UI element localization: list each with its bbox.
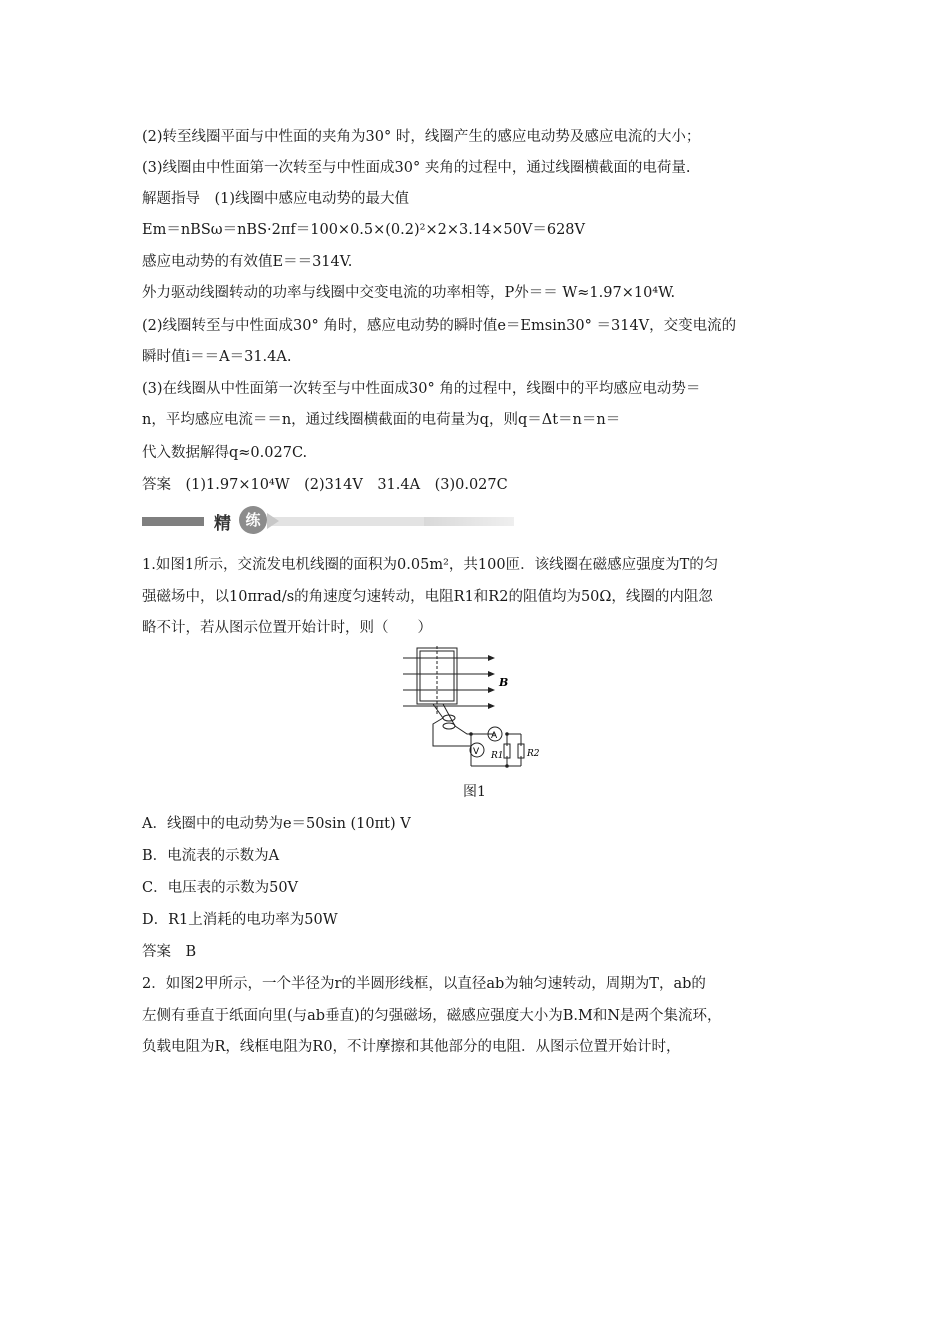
section-badge: 练 bbox=[239, 506, 267, 534]
option-b: B．电流表的示数为A bbox=[142, 848, 280, 864]
option-c: C．电压表的示数为50V bbox=[142, 880, 299, 896]
voltmeter-label: V bbox=[473, 747, 480, 757]
section-divider bbox=[142, 511, 514, 534]
text-line: 解题指导 (1)线圈中感应电动势的最大值 bbox=[142, 191, 410, 207]
option-d: D．R1上消耗的电功率为50W bbox=[142, 912, 338, 928]
resistor-r1 bbox=[504, 744, 510, 758]
text-line: (3)在线圈从中性面第一次转至与中性面成30° 角的过程中，线圈中的平均感应电动势＝ bbox=[142, 381, 701, 397]
question-stem: 1.如图1所示，交流发电机线圈的面积为0.05m²，共100匝．该线圈在磁感应强度为T的匀 bbox=[142, 557, 719, 573]
answer-line: 答案 B bbox=[142, 944, 197, 960]
question-stem: 略不计，若从图示位置开始计时，则（ ） bbox=[142, 620, 432, 636]
text-line: 外力驱动线圈转动的功率与线圈中交变电流的功率相等，P外＝＝ W≈1.97×10⁴W. bbox=[142, 285, 676, 301]
question-stem: 强磁场中，以10πrad/s的角速度匀速转动，电阻R1和R2的阻值均为50Ω，线圈的内阻忽 bbox=[142, 589, 713, 605]
field-label: B bbox=[499, 676, 509, 689]
text-line: 感应电动势的有效值E＝＝314V. bbox=[142, 254, 353, 270]
text-line: 瞬时值i＝＝A＝31.4A. bbox=[142, 349, 292, 365]
slip-ring bbox=[443, 723, 455, 729]
ammeter-label: A bbox=[491, 731, 498, 741]
text-line: n，平均感应电流＝＝n，通过线圈横截面的电荷量为q，则q＝Δt＝n＝n＝ bbox=[142, 412, 621, 428]
figure-caption: 图1 bbox=[463, 784, 486, 800]
text-line: (2)线圈转至与中性面成30° 角时，感应电动势的瞬时值e＝Emsin30° ＝314V，交变电流的 bbox=[142, 318, 737, 334]
text-line: (3)线圈由中性面第一次转至与中性面成30° 夹角的过程中，通过线圈横截面的电荷量. bbox=[142, 160, 691, 176]
generator-circuit-figure bbox=[403, 646, 563, 774]
answer-line: 答案 (1)1.97×10⁴W (2)314V 31.4A (3)0.027C bbox=[142, 477, 508, 493]
text-line: (2)转至线圈平面与中性面的夹角为30° 时，线圈产生的感应电动势及感应电流的大小； bbox=[142, 129, 701, 145]
resistor-r2 bbox=[518, 744, 524, 758]
question-stem: 左侧有垂直于纸面向里(与ab垂直)的匀强磁场，磁感应强度大小为B.M和N是两个集流环， bbox=[142, 1008, 722, 1024]
section-label: 精 bbox=[214, 514, 231, 534]
chevron-right-icon bbox=[267, 513, 279, 529]
question-stem: 2．如图2甲所示，一个半径为r的半圆形线框，以直径ab为轴匀速转动，周期为T，ab的 bbox=[142, 976, 706, 992]
divider-fade-bar bbox=[424, 517, 514, 526]
r2-label: R2 bbox=[527, 749, 540, 759]
r1-label: R1 bbox=[491, 751, 504, 761]
text-line: Em＝nBSω＝nBS·2πf＝100×0.5×(0.2)²×2×3.14×50V＝628V bbox=[142, 222, 585, 238]
divider-light-bar bbox=[272, 517, 424, 526]
question-stem: 负载电阻为R，线框电阻为R0，不计摩擦和其他部分的电阻．从图示位置开始计时， bbox=[142, 1039, 681, 1055]
text-line: 代入数据解得q≈0.027C. bbox=[142, 445, 308, 461]
option-a: A．线圈中的电动势为e＝50sin (10πt) V bbox=[142, 816, 411, 832]
divider-dark-bar bbox=[142, 517, 204, 526]
